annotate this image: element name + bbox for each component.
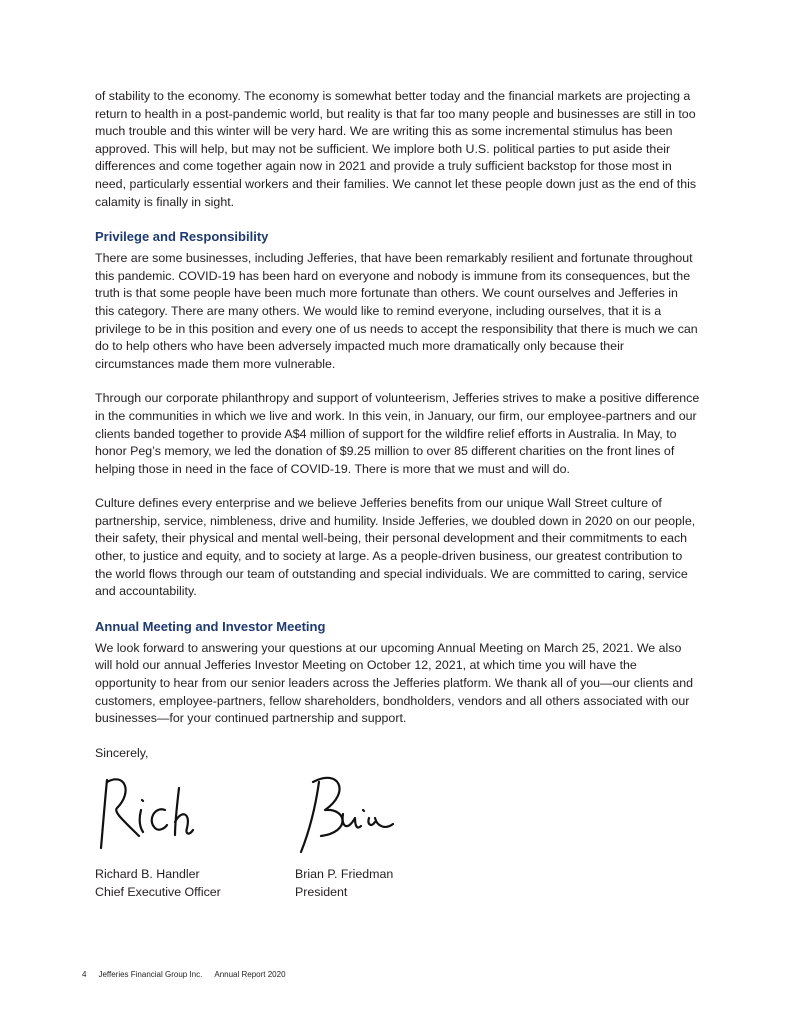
signatory-friedman — [295, 866, 495, 901]
page-number: 4 — [82, 970, 87, 979]
signature-rich — [95, 770, 205, 860]
section-heading-annual-meeting: Annual Meeting and Investor Meeting — [95, 618, 326, 634]
signature-row — [95, 770, 700, 860]
signatory-title: President — [295, 885, 348, 899]
signatory-name: Brian P. Friedman — [295, 867, 394, 882]
signatory-name: Richard B. Handler — [95, 867, 200, 882]
paragraph-privilege-3: Culture defines every enterprise and we believe Jefferies benefits from our unique Wall Street culture of partnership, service, nimbleness, drive and humility. Inside Jefferies, we doubled down in 2020 on our people, their safety, their physical and mental well-being, their personal development and their commitments to each other, to justice and equity, and to society at large. As a people-driven business, our greatest contribution to the world flows through our team of outstanding and special individuals. We are committed to caring, service and accountability. — [95, 496, 696, 599]
signatory-names — [95, 866, 700, 901]
intro-paragraph: of stability to the economy. The economy is somewhat better today and the financial markets are projecting a return to health in a post-pandemic world, but reality is that far too many people and businesses are still in too much trouble and this winter will be very hard. We are writing this as some incremental stimulus has been approved. This will help, but may not be sufficient. We implore both U.S. political parties to put aside their differences and come together again now in 2021 and provide a truly sufficient backstop for those most in need, particularly essential workers and their families. We cannot let these people down just as the end of this calamity is finally in sight. — [95, 89, 697, 209]
paragraph-annual-meeting: We look forward to answering your questions at our upcoming Annual Meeting on March 25, 2021. We also will hold our annual Jefferies Investor Meeting on October 12, 2021, at which time you will have the opportunity to hear from our senior leaders across the Jefferies platform. We thank all of you—our clients and customers, employee-partners, fellow shareholders, bondholders, vendors and all others associated with our businesses—for your continued partnership and support. — [95, 640, 694, 726]
closing-salutation: Sincerely, — [95, 745, 149, 760]
signatory-title: Chief Executive Officer — [95, 885, 221, 899]
paragraph-privilege-1: There are some businesses, including Jefferies, that have been remarkably resilient and fortunate throughout this pandemic. COVID-19 has been hard on everyone and nobody is immune from its consequences, but the truth is that some people have been much more fortunate than others. We count ourselves and Jefferies in this category. There are many others. We would like to remind everyone, including ourselves, that it is a privilege to be in this position and every one of us needs to accept the responsibility that there is much we can do to help others who have been adversely impacted much more dramatically only because their circumstances made them more vulnerable. — [95, 251, 698, 371]
paragraph-privilege-2: Through our corporate philanthropy and support of volunteerism, Jefferies strives to make a positive difference in the communities in which we live and work. In this vein, in January, our firm, our employee-partners and our clients banded together to provide A$4 million of support for the wildfire relief efforts in Australia. In May, to honor Peg’s memory, we led the donation of $9.25 million to over 85 different charities on the front lines of helping those in need in the face of COVID-19. There is more that we must and will do. — [95, 391, 700, 476]
footer-report: Annual Report 2020 — [214, 970, 286, 979]
footer-company: Jefferies Financial Group Inc. — [98, 970, 203, 979]
signature-brian — [291, 770, 401, 860]
letter-body — [95, 88, 700, 902]
page-footer — [82, 970, 286, 979]
section-heading-privilege: Privilege and Responsibility — [95, 229, 269, 245]
signatory-handler — [95, 866, 295, 901]
